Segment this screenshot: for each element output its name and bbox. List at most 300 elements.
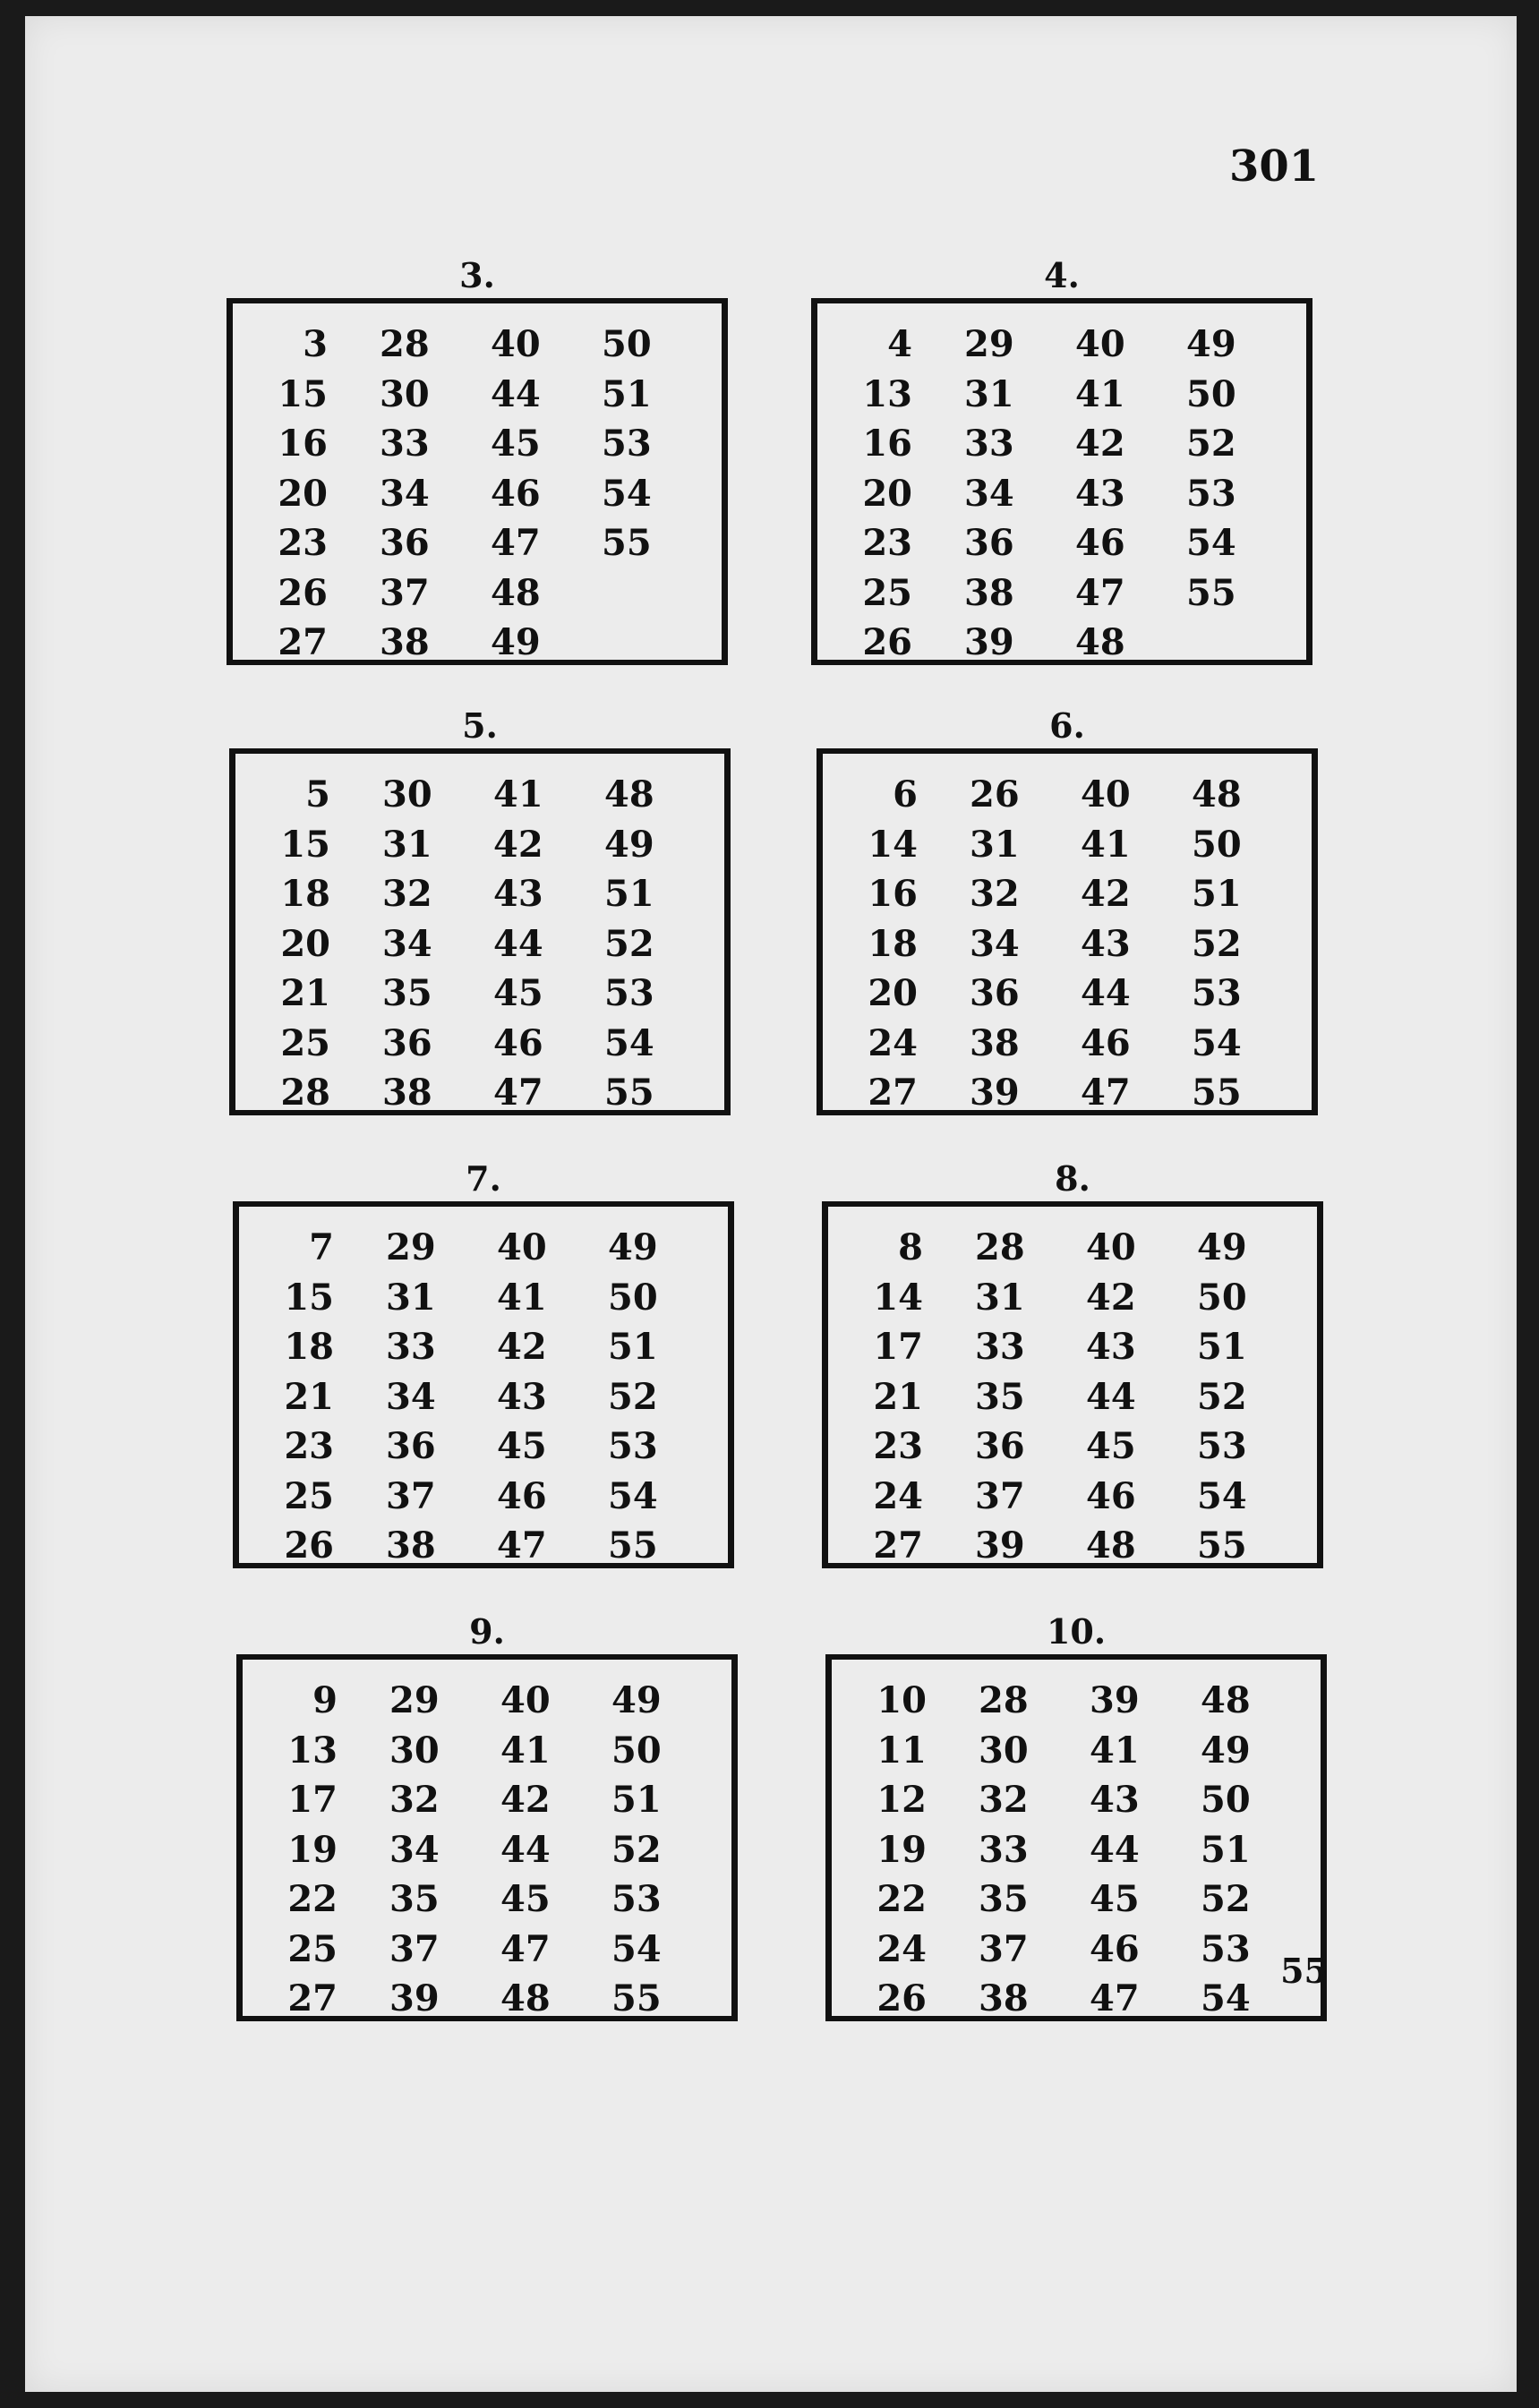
table-row	[271, 1068, 715, 1118]
table-cell: 42	[500, 1779, 551, 1822]
table-cell: 48	[1192, 773, 1242, 816]
number-table-block	[811, 253, 1312, 665]
table-cell: 47	[500, 1927, 551, 1970]
table-cell: 26	[278, 571, 328, 614]
table-cell: 41	[1090, 1729, 1140, 1772]
table-cell: 51	[1201, 1828, 1251, 1871]
table-row	[864, 1372, 1308, 1422]
table-row	[864, 1273, 1308, 1323]
table-cell: 23	[862, 522, 912, 565]
table-cell: 34	[386, 1375, 436, 1418]
table-row	[868, 1874, 1312, 1925]
table-row	[269, 419, 713, 469]
table-cell: 35	[389, 1878, 440, 1921]
table-cell: 23	[873, 1425, 923, 1468]
table-row	[275, 1273, 719, 1323]
table-cell: 41	[1075, 372, 1125, 415]
table-cell: 51	[611, 1779, 662, 1822]
table-row	[868, 1676, 1312, 1726]
number-table	[853, 320, 1297, 668]
table-cell: 49	[608, 1226, 658, 1269]
table-row	[859, 1068, 1303, 1118]
table-row	[278, 1925, 722, 1975]
table-cell: 52	[604, 922, 654, 965]
table-cell: 39	[975, 1524, 1025, 1567]
table-cell: 38	[970, 1021, 1020, 1064]
table-frame	[233, 1201, 734, 1568]
table-cell: 53	[602, 423, 652, 465]
table-cell: 19	[876, 1828, 927, 1871]
table-cell: 55	[608, 1524, 658, 1567]
table-cell: 33	[979, 1828, 1029, 1871]
table-cell: 15	[280, 823, 330, 866]
table-cell: 50	[1192, 823, 1242, 866]
table-cell: 16	[868, 873, 918, 916]
table-row	[269, 618, 713, 668]
table-cell: 55	[602, 522, 652, 565]
table-cell: 31	[975, 1276, 1025, 1319]
table-cell: 33	[380, 423, 430, 465]
table-row	[275, 1422, 719, 1472]
table-cell: 50	[1186, 372, 1236, 415]
table-cell: 34	[970, 922, 1020, 965]
table-cell: 46	[1075, 522, 1125, 565]
table-cell: 55	[1192, 1072, 1242, 1114]
table-row	[864, 1422, 1308, 1472]
table-cell: 30	[382, 773, 432, 816]
table-cell: 26	[876, 1977, 927, 2020]
table-row	[269, 469, 713, 519]
table-cell: 25	[287, 1927, 338, 1970]
table-cell: 32	[979, 1779, 1029, 1822]
table-cell: 18	[280, 873, 330, 916]
table-cell: 13	[862, 372, 912, 415]
table-cell: 36	[964, 522, 1014, 565]
table-title: 9.	[469, 1611, 505, 1652]
table-row	[275, 1472, 719, 1522]
table-row	[271, 820, 715, 870]
table-cell: 18	[284, 1326, 334, 1369]
table-row	[868, 1726, 1312, 1776]
table-cell: 20	[280, 922, 330, 965]
table-cell: 42	[1075, 423, 1125, 465]
table-cell: 43	[497, 1375, 547, 1418]
table-cell: 8	[898, 1226, 923, 1269]
table-row	[275, 1223, 719, 1273]
table-cell: 39	[1090, 1679, 1140, 1722]
table-cell: 54	[1197, 1474, 1247, 1517]
table-title: 8.	[1055, 1158, 1090, 1199]
table-cell: 40	[1086, 1226, 1136, 1269]
table-cell: 18	[868, 922, 918, 965]
table-cell: 38	[382, 1072, 432, 1114]
table-cell: 43	[1086, 1326, 1136, 1369]
table-cell: 25	[862, 571, 912, 614]
table-cell: 50	[611, 1729, 662, 1772]
table-cell: 35	[979, 1878, 1029, 1921]
table-title: 3.	[459, 255, 495, 295]
table-cell: 48	[604, 773, 654, 816]
table-cell: 14	[873, 1276, 923, 1319]
table-cell: 51	[604, 873, 654, 916]
table-cell: 28	[380, 323, 430, 366]
table-row	[859, 1019, 1303, 1069]
table-frame	[825, 1654, 1327, 2021]
table-cell: 48	[1086, 1524, 1136, 1567]
table-row	[853, 618, 1297, 668]
table-cell: 27	[868, 1072, 918, 1114]
table-row	[275, 1521, 719, 1571]
table-cell: 55	[1197, 1524, 1247, 1567]
table-row	[864, 1223, 1308, 1273]
table-cell: 38	[979, 1977, 1029, 2020]
table-cell: 33	[975, 1326, 1025, 1369]
number-table	[275, 1223, 719, 1571]
table-cell: 39	[964, 621, 1014, 664]
table-cell: 39	[970, 1072, 1020, 1114]
table-cell: 33	[964, 423, 1014, 465]
table-cell: 49	[1186, 323, 1236, 366]
table-cell: 43	[1081, 922, 1131, 965]
table-row	[864, 1322, 1308, 1372]
table-row	[275, 1372, 719, 1422]
table-cell: 48	[491, 571, 541, 614]
table-frame	[229, 748, 731, 1115]
table-cell: 54	[1192, 1021, 1242, 1064]
table-frame	[236, 1654, 738, 2021]
table-row	[278, 1974, 722, 2024]
table-cell: 35	[975, 1375, 1025, 1418]
table-row	[853, 518, 1297, 568]
table-cell: 54	[1186, 522, 1236, 565]
table-row	[269, 518, 713, 568]
table-cell: 45	[1090, 1878, 1140, 1921]
table-cell: 44	[1086, 1375, 1136, 1418]
table-cell: 44	[493, 922, 543, 965]
table-row	[859, 919, 1303, 969]
table-cell: 45	[500, 1878, 551, 1921]
table-cell: 54	[608, 1474, 658, 1517]
table-cell: 17	[287, 1779, 338, 1822]
table-cell: 47	[493, 1072, 543, 1114]
table-row	[853, 320, 1297, 370]
table-cell: 41	[493, 773, 543, 816]
table-cell: 52	[1201, 1878, 1251, 1921]
table-row	[269, 370, 713, 420]
table-title: 6.	[1049, 705, 1085, 746]
table-cell: 22	[876, 1878, 927, 1921]
table-cell: 33	[386, 1326, 436, 1369]
table-cell: 50	[1197, 1276, 1247, 1319]
table-cell: 17	[873, 1326, 923, 1369]
table-row	[859, 969, 1303, 1019]
table-cell: 41	[500, 1729, 551, 1772]
table-row	[868, 1825, 1312, 1875]
table-cell: 31	[382, 823, 432, 866]
table-cell: 52	[1197, 1375, 1247, 1418]
table-cell: 44	[491, 372, 541, 415]
table-cell: 26	[284, 1524, 334, 1567]
table-cell: 3	[303, 323, 328, 366]
number-table-block	[822, 1157, 1323, 1568]
table-cell: 38	[380, 621, 430, 664]
table-cell: 53	[1192, 972, 1242, 1015]
table-row	[853, 370, 1297, 420]
number-table	[278, 1676, 722, 2024]
table-row	[275, 1322, 719, 1372]
table-row	[269, 320, 713, 370]
table-cell: 34	[382, 922, 432, 965]
table-cell: 23	[284, 1425, 334, 1468]
number-table-block	[227, 253, 728, 665]
table-cell: 30	[389, 1729, 440, 1772]
table-cell: 21	[280, 972, 330, 1015]
table-cell: 42	[493, 823, 543, 866]
table-cell: 38	[386, 1524, 436, 1567]
table-cell: 32	[970, 873, 1020, 916]
table-cell: 25	[284, 1474, 334, 1517]
table-cell: 20	[868, 972, 918, 1015]
table-cell: 54	[1201, 1977, 1251, 2020]
table-row	[278, 1726, 722, 1776]
table-cell: 37	[380, 571, 430, 614]
table-cell: 54	[611, 1927, 662, 1970]
number-table	[859, 770, 1303, 1118]
table-cell: 40	[1081, 773, 1131, 816]
table-frame	[227, 298, 728, 665]
table-row	[271, 919, 715, 969]
table-row	[868, 1775, 1312, 1825]
table-cell: 53	[604, 972, 654, 1015]
table-row	[271, 770, 715, 820]
table-cell: 52	[1192, 922, 1242, 965]
table-cell: 4	[887, 323, 912, 366]
table-cell: 30	[979, 1729, 1029, 1772]
table-cell: 31	[386, 1276, 436, 1319]
table-cell: 10	[876, 1679, 927, 1722]
table-cell: 27	[287, 1977, 338, 2020]
table-cell: 43	[1075, 472, 1125, 515]
table-cell: 48	[500, 1977, 551, 2020]
table-cell: 54	[604, 1021, 654, 1064]
table-cell: 50	[608, 1276, 658, 1319]
table-cell: 45	[491, 423, 541, 465]
table-row	[868, 1974, 1312, 2024]
table-cell: 55	[611, 1977, 662, 2020]
page-number: 301	[1229, 141, 1320, 192]
table-cell: 54	[602, 472, 652, 515]
table-cell: 12	[876, 1779, 927, 1822]
table-cell: 28	[979, 1679, 1029, 1722]
number-table-block	[233, 1157, 734, 1568]
table-cell: 34	[389, 1828, 440, 1871]
table-cell: 45	[497, 1425, 547, 1468]
table-cell: 51	[1197, 1326, 1247, 1369]
table-row	[859, 770, 1303, 820]
table-cell: 15	[278, 372, 328, 415]
table-cell: 53	[608, 1425, 658, 1468]
table-cell: 52	[611, 1828, 662, 1871]
table-cell: 30	[380, 372, 430, 415]
book-page	[25, 16, 1517, 2392]
table-cell: 43	[493, 873, 543, 916]
table-cell: 31	[970, 823, 1020, 866]
table-cell: 49	[604, 823, 654, 866]
table-cell: 47	[497, 1524, 547, 1567]
table-cell: 46	[497, 1474, 547, 1517]
table-cell: 46	[1081, 1021, 1131, 1064]
table-cell: 38	[964, 571, 1014, 614]
table-cell: 45	[1086, 1425, 1136, 1468]
table-cell: 50	[602, 323, 652, 366]
table-cell: 45	[493, 972, 543, 1015]
table-cell: 48	[1075, 621, 1125, 664]
table-cell: 16	[278, 423, 328, 465]
number-table-block	[236, 1610, 738, 2021]
table-frame	[811, 298, 1312, 665]
table-cell: 44	[1090, 1828, 1140, 1871]
overflow-number: 55	[1280, 1951, 1328, 1991]
table-cell: 27	[873, 1524, 923, 1567]
table-cell: 49	[491, 621, 541, 664]
number-table-block	[825, 1610, 1327, 2021]
table-cell: 32	[382, 873, 432, 916]
table-row	[859, 820, 1303, 870]
table-cell: 51	[1192, 873, 1242, 916]
table-cell: 29	[389, 1679, 440, 1722]
table-cell: 55	[604, 1072, 654, 1114]
table-row	[853, 469, 1297, 519]
table-row	[271, 969, 715, 1019]
table-cell: 39	[389, 1977, 440, 2020]
table-title: 10.	[1046, 1611, 1107, 1652]
table-cell: 16	[862, 423, 912, 465]
table-frame	[822, 1201, 1323, 1568]
table-cell: 24	[873, 1474, 923, 1517]
table-cell: 49	[1201, 1729, 1251, 1772]
table-title: 5.	[462, 705, 498, 746]
table-cell: 32	[389, 1779, 440, 1822]
table-row	[278, 1775, 722, 1825]
table-cell: 20	[862, 472, 912, 515]
table-cell: 46	[1090, 1927, 1140, 1970]
table-cell: 14	[868, 823, 918, 866]
table-cell: 44	[1081, 972, 1131, 1015]
table-cell: 42	[497, 1326, 547, 1369]
number-table-block	[229, 704, 731, 1115]
table-row	[864, 1521, 1308, 1571]
table-title: 4.	[1044, 255, 1080, 295]
table-cell: 31	[964, 372, 1014, 415]
table-cell: 53	[1186, 472, 1236, 515]
table-cell: 52	[1186, 423, 1236, 465]
table-title: 7.	[466, 1158, 501, 1199]
table-cell: 28	[975, 1226, 1025, 1269]
table-cell: 47	[1075, 571, 1125, 614]
table-cell: 29	[964, 323, 1014, 366]
table-cell: 47	[1081, 1072, 1131, 1114]
table-cell: 42	[1086, 1276, 1136, 1319]
table-cell: 41	[1081, 823, 1131, 866]
table-cell: 24	[876, 1927, 927, 1970]
table-cell: 9	[312, 1679, 338, 1722]
table-cell: 37	[386, 1474, 436, 1517]
table-cell	[602, 618, 713, 668]
table-cell: 13	[287, 1729, 338, 1772]
table-cell: 37	[389, 1927, 440, 1970]
table-cell	[1186, 618, 1297, 668]
table-cell: 40	[1075, 323, 1125, 366]
number-table	[271, 770, 715, 1118]
table-row	[278, 1874, 722, 1925]
table-row	[269, 568, 713, 619]
table-cell: 34	[380, 472, 430, 515]
table-cell: 51	[602, 372, 652, 415]
table-cell: 53	[1197, 1425, 1247, 1468]
table-cell: 36	[382, 1021, 432, 1064]
table-cell: 19	[287, 1828, 338, 1871]
table-cell: 24	[868, 1021, 918, 1064]
table-cell: 47	[1090, 1977, 1140, 2020]
table-cell: 40	[500, 1679, 551, 1722]
table-cell: 47	[491, 522, 541, 565]
number-table	[868, 1676, 1312, 2024]
table-frame	[817, 748, 1318, 1115]
table-cell: 7	[309, 1226, 334, 1269]
table-cell: 5	[305, 773, 330, 816]
table-cell: 22	[287, 1878, 338, 1921]
table-row	[278, 1825, 722, 1875]
number-table	[864, 1223, 1308, 1571]
table-cell: 20	[278, 472, 328, 515]
table-cell: 50	[1201, 1779, 1251, 1822]
table-cell: 28	[280, 1072, 330, 1114]
table-cell: 36	[380, 522, 430, 565]
table-cell: 37	[979, 1927, 1029, 1970]
table-cell: 25	[280, 1021, 330, 1064]
table-cell: 35	[382, 972, 432, 1015]
table-cell: 46	[491, 472, 541, 515]
table-cell: 41	[497, 1276, 547, 1319]
table-cell: 48	[1201, 1679, 1251, 1722]
table-cell: 53	[611, 1878, 662, 1921]
table-cell: 40	[491, 323, 541, 366]
table-cell: 23	[278, 522, 328, 565]
table-cell: 29	[386, 1226, 436, 1269]
table-cell: 46	[493, 1021, 543, 1064]
table-cell: 44	[500, 1828, 551, 1871]
table-row	[864, 1472, 1308, 1522]
table-row	[271, 1019, 715, 1069]
table-row	[853, 568, 1297, 619]
table-cell: 36	[386, 1425, 436, 1468]
table-row	[271, 869, 715, 919]
table-row	[853, 419, 1297, 469]
table-cell: 26	[970, 773, 1020, 816]
table-cell: 15	[284, 1276, 334, 1319]
table-cell: 21	[873, 1375, 923, 1418]
table-row	[868, 1925, 1312, 1975]
table-cell: 46	[1086, 1474, 1136, 1517]
number-table	[269, 320, 713, 668]
table-cell: 49	[1197, 1226, 1247, 1269]
table-cell: 27	[278, 621, 328, 664]
table-cell: 42	[1081, 873, 1131, 916]
table-cell: 52	[608, 1375, 658, 1418]
table-cell: 34	[964, 472, 1014, 515]
table-cell: 36	[975, 1425, 1025, 1468]
table-cell: 40	[497, 1226, 547, 1269]
